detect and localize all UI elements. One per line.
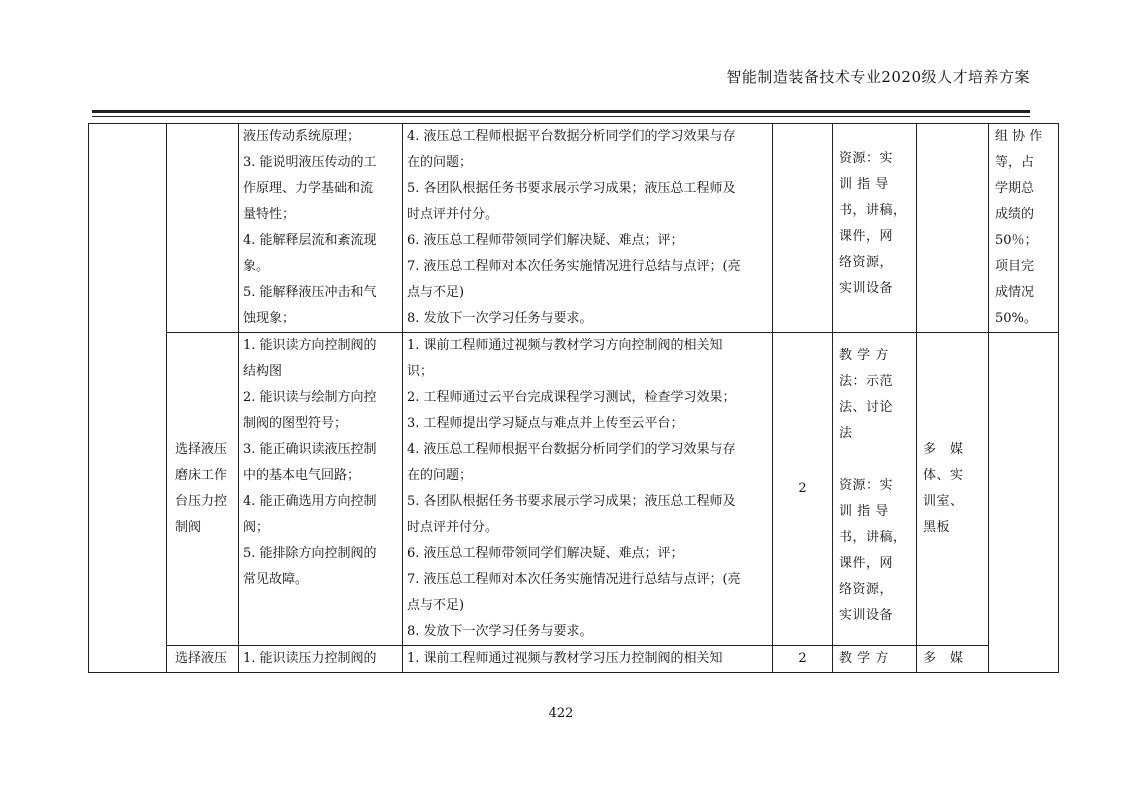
objective-line: 4. 能解释层流和紊流现: [243, 233, 377, 248]
task-line: 1. 课前工程师通过视频与教材学习压力控制阀的相关知: [407, 651, 723, 666]
method-line: 书，讲稿，: [839, 203, 907, 218]
objective-line: 中的基本电气回路；: [243, 468, 361, 483]
task-line: 7. 液压总工程师对本次任务实施情况进行总结与点评；(亮: [407, 572, 741, 587]
objective-line: 量特性；: [243, 207, 296, 222]
media-cell: [917, 124, 989, 333]
task-line: 4. 液压总工程师根据平台数据分析同学们的学习效果与存: [407, 442, 736, 457]
assessment-cell-empty: [989, 333, 1059, 673]
task-line: 点与不足): [407, 285, 465, 300]
table-row: [89, 333, 1059, 646]
module-line: 制阀: [175, 520, 202, 535]
objective-line: 3. 能说明液压传动的工: [243, 155, 377, 170]
media-line: 多 媒: [923, 442, 964, 457]
method-line: 络资源，: [839, 582, 894, 597]
methods-cell: [833, 646, 917, 673]
method-line: 课件，网: [839, 556, 894, 571]
task-line: 4. 液压总工程师根据平台数据分析同学们的学习效果与存: [407, 129, 736, 144]
document-header-title: 智能制造装备技术专业2020级人才培养方案: [726, 68, 1030, 86]
objective-line: 结构图: [243, 364, 283, 379]
methods-cell: [833, 124, 917, 333]
objective-line: 3. 能正确识读液压控制: [243, 442, 377, 457]
media-line: 多 媒: [923, 651, 964, 666]
objective-line: 4. 能正确选用方向控制: [243, 494, 377, 509]
method-line: 实训设备: [839, 281, 894, 296]
method-line: 资源：实: [839, 478, 894, 493]
method-line: 法、讨论: [839, 400, 894, 415]
header-rule-thin: [92, 116, 1030, 117]
media-cell: [917, 646, 989, 673]
module-cell: [167, 333, 239, 646]
objective-line: 作原理、力学基础和流: [243, 181, 374, 196]
objectives-cell: [239, 646, 403, 673]
objective-line: 2. 能识读与绘制方向控: [243, 390, 377, 405]
methods-cell: [833, 333, 917, 646]
method-line: 络资源，: [839, 255, 894, 270]
assessment-line: 组 协 作: [995, 129, 1043, 144]
method-line: 书，讲稿，: [839, 530, 907, 545]
page-number: 422: [548, 706, 574, 721]
task-line: 时点评并付分。: [407, 520, 499, 535]
assessment-line: 50%。: [995, 311, 1037, 326]
assessment-line: 成绩的: [995, 207, 1035, 222]
objective-line: 象。: [243, 259, 270, 274]
method-line: 资源：实: [839, 151, 894, 166]
assessment-line: 成情况: [995, 285, 1035, 300]
objective-line: 5. 能排除方向控制阀的: [243, 546, 377, 561]
objectives-cell: [239, 333, 403, 646]
method-line: 教 学 方: [839, 651, 889, 666]
task-line: 7. 液压总工程师对本次任务实施情况进行总结与点评；(亮: [407, 259, 741, 274]
method-line: 训 指 导: [839, 177, 889, 192]
method-line: 教 学 方: [839, 348, 889, 363]
objective-line: 蚀现象；: [243, 311, 296, 326]
project-cell: [89, 124, 167, 673]
method-line: 法：示范: [839, 374, 894, 389]
objective-line: 液压传动系统原理；: [243, 129, 361, 144]
module-line: 台压力控: [175, 494, 228, 509]
module-cell: [167, 646, 239, 673]
media-line: 体、实: [923, 468, 964, 483]
task-line: 8. 发放下一次学习任务与要求。: [407, 311, 593, 326]
hours-cell: 2: [773, 646, 833, 673]
assessment-line: 50％；: [995, 233, 1038, 248]
objective-line: 常见故障。: [243, 572, 309, 587]
tasks-cell: [403, 333, 773, 646]
task-line: 在的问题；: [407, 155, 473, 170]
task-line: 6. 液压总工程师带领同学们解决疑、难点；评；: [407, 233, 684, 248]
task-line: 识；: [407, 364, 434, 379]
objective-line: 阀；: [243, 520, 270, 535]
module-line: 选择液压: [175, 442, 228, 457]
task-line: 8. 发放下一次学习任务与要求。: [407, 624, 593, 639]
module-cell: [167, 124, 239, 333]
objective-line: 1. 能识读压力控制阀的: [243, 651, 377, 666]
media-line: 黑板: [923, 520, 951, 535]
objective-line: 制阀的图型符号；: [243, 416, 348, 431]
module-line: 磨床工作: [175, 468, 228, 483]
task-line: 5. 各团队根据任务书要求展示学习成果；液压总工程师及: [407, 494, 736, 509]
task-line: 点与不足): [407, 598, 465, 613]
table-row: [89, 124, 1059, 333]
objectives-cell: [239, 124, 403, 333]
assessment-cell: [989, 124, 1059, 333]
method-line: 训 指 导: [839, 504, 889, 519]
task-line: 2. 工程师通过云平台完成课程学习测试，检查学习效果；: [407, 390, 736, 405]
table-row: [89, 646, 1059, 673]
tasks-cell: [403, 124, 773, 333]
task-line: 在的问题；: [407, 468, 473, 483]
task-line: 时点评并付分。: [407, 207, 499, 222]
curriculum-table: [88, 123, 1059, 673]
task-line: 1. 课前工程师通过视频与教材学习方向控制阀的相关知: [407, 338, 723, 353]
task-line: 6. 液压总工程师带领同学们解决疑、难点；评；: [407, 546, 684, 561]
method-line: 课件，网: [839, 229, 894, 244]
method-line: 实训设备: [839, 608, 894, 623]
task-line: 5. 各团队根据任务书要求展示学习成果；液压总工程师及: [407, 181, 736, 196]
assessment-line: 等，占: [995, 155, 1035, 170]
task-line: 3. 工程师提出学习疑点与难点并上传至云平台；: [407, 416, 684, 431]
objective-line: 1. 能识读方向控制阀的: [243, 338, 377, 353]
tasks-cell: [403, 646, 773, 673]
objective-line: 5. 能解释液压冲击和气: [243, 285, 377, 300]
media-line: 训室、: [923, 494, 964, 509]
hours-cell: [773, 124, 833, 333]
module-line: 选择液压: [175, 651, 228, 666]
media-cell: [917, 333, 989, 646]
assessment-line: 学期总: [995, 181, 1035, 196]
method-line: 法: [839, 426, 853, 441]
header-rule-thick: [92, 110, 1030, 113]
assessment-line: 项目完: [995, 259, 1035, 274]
hours-cell: 2: [773, 333, 833, 646]
